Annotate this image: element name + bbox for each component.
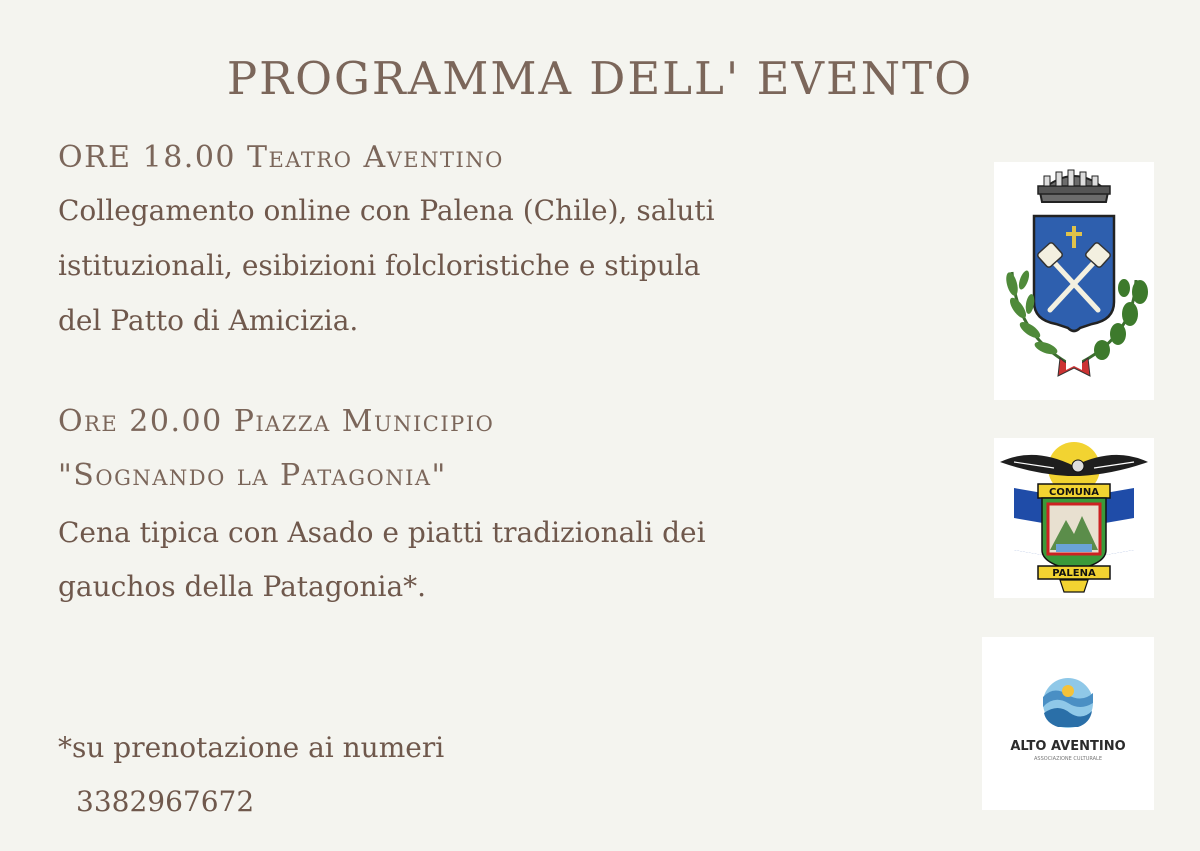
footnote-phone: 3382967672 bbox=[76, 785, 255, 818]
footnote-text: *su prenotazione ai numeri bbox=[58, 731, 445, 764]
comuna-palena-logo bbox=[994, 438, 1154, 598]
comuna-palena-emblem-icon bbox=[994, 438, 1154, 598]
coat-of-arms-logo bbox=[994, 162, 1154, 400]
event-2-line-1: Cena tipica con Asado e piatti tradizionali dei bbox=[58, 516, 706, 549]
page-title: PROGRAMMA DELL' EVENTO bbox=[226, 52, 974, 105]
alto-aventino-subtitle: ASSOCIAZIONE CULTURALE bbox=[1033, 756, 1103, 762]
event-1-line-1: Collegamento online con Palena (Chile), saluti bbox=[58, 194, 715, 227]
event-2-line-2: gauchos della Patagonia*. bbox=[58, 570, 427, 603]
palena-text: PALENA bbox=[1052, 568, 1096, 579]
coat-of-arms-icon bbox=[994, 162, 1154, 400]
alto-aventino-logo bbox=[982, 637, 1154, 810]
event-2-subheading: "Sognando la Patagonia" bbox=[58, 458, 447, 493]
event-1-line-3: del Patto di Amicizia. bbox=[58, 304, 359, 337]
event-1-heading: ORE 18.00 Teatro Aventino bbox=[58, 140, 504, 175]
event-1-line-2: istituzionali, esibizioni folcloristiche e stipula bbox=[58, 249, 701, 282]
alto-aventino-name: ALTO AVENTINO bbox=[1010, 739, 1126, 754]
event-2-heading: Ore 20.00 Piazza Municipio bbox=[58, 404, 495, 439]
alto-aventino-icon bbox=[982, 637, 1154, 810]
comuna-text: COMUNA bbox=[1048, 487, 1100, 498]
